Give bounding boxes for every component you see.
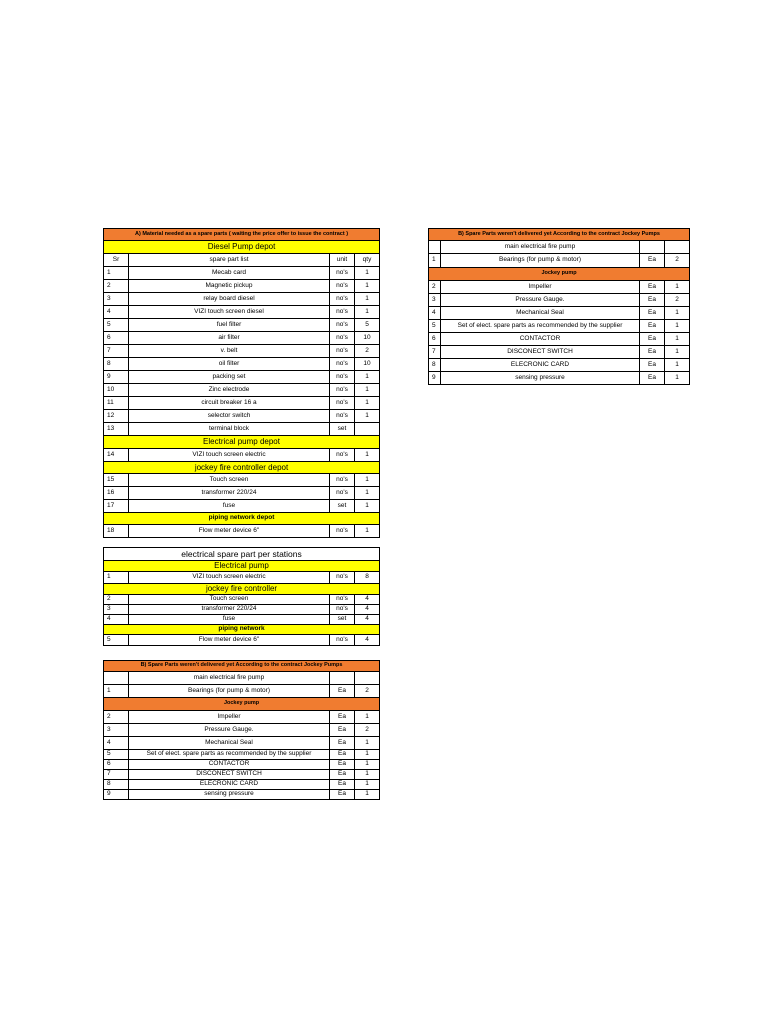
cell-qty: 1 (355, 780, 380, 790)
cell-sr: 4 (104, 615, 129, 625)
cell-sr: 15 (104, 474, 129, 487)
cell-sr: 8 (104, 780, 129, 790)
table-row (104, 397, 380, 410)
section-jockey-fire-controller: jockey fire controller (104, 584, 380, 595)
header-sr: Sr (104, 254, 129, 267)
cell-sr: 6 (429, 333, 441, 346)
cell-unit: Ea (330, 780, 355, 790)
cell-unit: set (330, 615, 355, 625)
table-row (104, 293, 380, 306)
cell-sr: 2 (429, 281, 441, 294)
cell-unit: set (330, 500, 355, 513)
cell-unit: Ea (330, 790, 355, 800)
table-row (104, 358, 380, 371)
cell-sr: 4 (429, 307, 441, 320)
cell-sr: 2 (104, 280, 129, 293)
cell-sr: 6 (104, 332, 129, 345)
cell-sr: 6 (104, 760, 129, 770)
cell-unit: no's (330, 293, 355, 306)
table-a-header-row (104, 254, 380, 267)
cell-qty: 1 (665, 281, 690, 294)
cell-sr: 11 (104, 397, 129, 410)
table-b-title: B) Spare Parts weren't delivered yet According to the contract Jockey Pumps (429, 229, 690, 241)
cell-item: VIZI touch screen diesel (129, 306, 330, 319)
table-row (104, 572, 380, 584)
cell-qty: 4 (355, 635, 380, 646)
table-row (104, 332, 380, 345)
cell-item: packing set (129, 371, 330, 384)
cell-qty (355, 423, 380, 436)
table-row (104, 267, 380, 280)
cell-qty: 1 (665, 372, 690, 385)
cell-item: air filter (129, 332, 330, 345)
cell-unit: no's (330, 319, 355, 332)
cell-unit: Ea (330, 737, 355, 750)
cell-qty: 1 (665, 359, 690, 372)
cell-qty: 1 (355, 384, 380, 397)
cell-qty: 10 (355, 358, 380, 371)
cell-sr: 13 (104, 423, 129, 436)
table-a-title: A) Material needed as a spare parts ( waiting the price offer to issue the contract ) (104, 229, 380, 241)
cell-sr: 1 (104, 267, 129, 280)
cell-sr: 4 (104, 737, 129, 750)
cell-unit: Ea (640, 254, 665, 268)
cell-unit: no's (330, 572, 355, 584)
cell-sr: 1 (104, 685, 129, 698)
cell-qty: 1 (355, 737, 380, 750)
table-row (104, 780, 380, 790)
cell-item: VIZI touch screen electric (129, 449, 330, 462)
cell-unit: no's (330, 474, 355, 487)
cell-item: CONTACTOR (441, 333, 640, 346)
table-row (104, 711, 380, 724)
cell-item: sensing pressure (441, 372, 640, 385)
cell-unit: Ea (640, 320, 665, 333)
cell-unit: no's (330, 410, 355, 423)
cell-unit: Ea (640, 359, 665, 372)
cell-unit: no's (330, 605, 355, 615)
table-row (104, 423, 380, 436)
table-row (104, 685, 380, 698)
cell-item: Flow meter device 6" (129, 525, 330, 538)
table-row (104, 487, 380, 500)
table-row (104, 306, 380, 319)
empty-cell (429, 241, 441, 254)
table-row (104, 474, 380, 487)
cell-item: Magnetic pickup (129, 280, 330, 293)
cell-unit: no's (330, 525, 355, 538)
cell-qty: 1 (355, 525, 380, 538)
cell-item: ELECRONIC CARD (441, 359, 640, 372)
spare-parts-table-a (103, 228, 380, 538)
cell-unit: no's (330, 449, 355, 462)
cell-qty: 2 (355, 724, 380, 737)
table-row (104, 790, 380, 800)
header-item: spare part list (129, 254, 330, 267)
cell-qty: 4 (355, 605, 380, 615)
cell-item: VIZI touch screen electric (129, 572, 330, 584)
cell-sr: 10 (104, 384, 129, 397)
table-row (104, 525, 380, 538)
cell-sr: 5 (104, 750, 129, 760)
cell-item: fuse (129, 615, 330, 625)
table-row (104, 371, 380, 384)
cell-unit: Ea (640, 281, 665, 294)
cell-qty: 1 (355, 410, 380, 423)
cell-qty: 2 (665, 254, 690, 268)
cell-sr: 3 (429, 294, 441, 307)
cell-qty: 1 (355, 790, 380, 800)
table-row (429, 346, 690, 359)
cell-sr: 5 (104, 635, 129, 646)
cell-sr: 9 (429, 372, 441, 385)
cell-unit: Ea (640, 294, 665, 307)
table-row (429, 281, 690, 294)
table-row (429, 294, 690, 307)
cell-unit: no's (330, 358, 355, 371)
table-row (104, 760, 380, 770)
section-electrical-pump: Electrical pump (104, 561, 380, 572)
table-row (104, 724, 380, 737)
cell-item: Touch screen (129, 474, 330, 487)
cell-unit: no's (330, 595, 355, 605)
cell-qty: 1 (665, 333, 690, 346)
empty-cell (355, 672, 380, 685)
cell-item: Flow meter device 6" (129, 635, 330, 646)
cell-qty: 2 (355, 345, 380, 358)
table-c-title: electrical spare part per stations (104, 548, 380, 561)
cell-item: Zinc electrode (129, 384, 330, 397)
cell-sr: 7 (104, 345, 129, 358)
cell-item: CONTACTOR (129, 760, 330, 770)
main-electrical-pump-label: main electrical fire pump (441, 241, 640, 254)
cell-item: Mecab card (129, 267, 330, 280)
table-row (104, 605, 380, 615)
cell-item: relay board diesel (129, 293, 330, 306)
table-row (104, 615, 380, 625)
header-qty: qty (355, 254, 380, 267)
cell-unit: no's (330, 397, 355, 410)
cell-item: v. belt (129, 345, 330, 358)
cell-unit: no's (330, 635, 355, 646)
electrical-spare-part-per-stations-table (103, 547, 380, 646)
cell-unit: no's (330, 332, 355, 345)
cell-unit: no's (330, 487, 355, 500)
cell-sr: 17 (104, 500, 129, 513)
jockey-pump-label: Jockey pump (104, 698, 380, 711)
table-row (104, 595, 380, 605)
cell-qty: 1 (665, 346, 690, 359)
table-row (104, 635, 380, 646)
cell-sr: 2 (104, 595, 129, 605)
section-diesel-pump-depot: Diesel Pump depot (104, 241, 380, 254)
cell-item: terminal block (129, 423, 330, 436)
table-row (104, 384, 380, 397)
table-row (104, 737, 380, 750)
cell-unit: no's (330, 306, 355, 319)
table-row (104, 449, 380, 462)
section-electrical-pump-depot: Electrical pump depot (104, 436, 380, 449)
cell-sr: 16 (104, 487, 129, 500)
cell-qty: 1 (355, 371, 380, 384)
cell-sr: 18 (104, 525, 129, 538)
section-piping-network: piping network (104, 625, 380, 635)
cell-qty: 1 (665, 307, 690, 320)
table-row (429, 307, 690, 320)
cell-sr: 8 (429, 359, 441, 372)
table-row (429, 372, 690, 385)
cell-unit: Ea (640, 333, 665, 346)
cell-unit: no's (330, 267, 355, 280)
cell-item: oil filter (129, 358, 330, 371)
cell-unit: Ea (330, 724, 355, 737)
cell-sr: 9 (104, 790, 129, 800)
cell-item: Set of elect. spare parts as recommended by the supplier (441, 320, 640, 333)
table-row (104, 280, 380, 293)
cell-qty: 1 (355, 449, 380, 462)
main-electrical-pump-label: main electrical fire pump (129, 672, 330, 685)
cell-qty: 1 (355, 750, 380, 760)
cell-qty: 1 (355, 760, 380, 770)
cell-sr: 3 (104, 605, 129, 615)
cell-item: sensing pressure (129, 790, 330, 800)
empty-cell (640, 241, 665, 254)
cell-item: Impeller (441, 281, 640, 294)
cell-unit: Ea (640, 372, 665, 385)
cell-sr: 5 (104, 319, 129, 332)
table-b-title: B) Spare Parts weren't delivered yet According to the contract Jockey Pumps (104, 661, 380, 672)
cell-item: Bearings (for pump & motor) (441, 254, 640, 268)
cell-item: transformer 220/24 (129, 487, 330, 500)
cell-sr: 4 (104, 306, 129, 319)
cell-unit: no's (330, 384, 355, 397)
cell-unit: Ea (640, 346, 665, 359)
table-row (104, 319, 380, 332)
cell-item: fuse (129, 500, 330, 513)
spare-parts-table-b-right (428, 228, 690, 385)
cell-qty: 2 (355, 685, 380, 698)
cell-item: Pressure Gauge. (129, 724, 330, 737)
cell-item: selector switch (129, 410, 330, 423)
cell-item: Bearings (for pump & motor) (129, 685, 330, 698)
cell-qty: 1 (355, 711, 380, 724)
cell-qty: 1 (355, 770, 380, 780)
cell-item: fuel filter (129, 319, 330, 332)
cell-qty: 2 (665, 294, 690, 307)
cell-sr: 2 (104, 711, 129, 724)
table-row (104, 750, 380, 760)
table-row (104, 410, 380, 423)
cell-unit: Ea (330, 760, 355, 770)
cell-unit: no's (330, 280, 355, 293)
cell-item: ELECRONIC CARD (129, 780, 330, 790)
cell-sr: 1 (104, 572, 129, 584)
cell-item: circuit breaker 16 a (129, 397, 330, 410)
empty-cell (665, 241, 690, 254)
cell-item: Impeller (129, 711, 330, 724)
cell-item: Touch screen (129, 595, 330, 605)
cell-qty: 1 (355, 267, 380, 280)
cell-unit: Ea (330, 770, 355, 780)
cell-item: Mechanical Seal (129, 737, 330, 750)
cell-qty: 8 (355, 572, 380, 584)
table-row (429, 359, 690, 372)
cell-qty: 1 (355, 397, 380, 410)
cell-item: Set of elect. spare parts as recommended by the supplier (129, 750, 330, 760)
cell-qty: 4 (355, 595, 380, 605)
cell-sr: 12 (104, 410, 129, 423)
cell-qty: 1 (355, 487, 380, 500)
cell-unit: no's (330, 371, 355, 384)
cell-qty: 10 (355, 332, 380, 345)
cell-unit: Ea (330, 750, 355, 760)
table-row (429, 320, 690, 333)
cell-item: transformer 220/24 (129, 605, 330, 615)
cell-sr: 9 (104, 371, 129, 384)
cell-qty: 1 (665, 320, 690, 333)
table-row (104, 345, 380, 358)
cell-sr: 7 (104, 770, 129, 780)
cell-unit: set (330, 423, 355, 436)
cell-item: DISCONECT SWITCH (129, 770, 330, 780)
cell-qty: 1 (355, 280, 380, 293)
table-row (104, 770, 380, 780)
spare-parts-table-b-bottom (103, 660, 380, 800)
section-piping-network-depot: piping network depot (104, 513, 380, 525)
cell-item: DISCONECT SWITCH (441, 346, 640, 359)
table-row (429, 333, 690, 346)
jockey-pump-label: Jockey pump (429, 268, 690, 281)
cell-unit: no's (330, 345, 355, 358)
cell-sr: 5 (429, 320, 441, 333)
empty-cell (330, 672, 355, 685)
cell-qty: 1 (355, 500, 380, 513)
cell-item: Mechanical Seal (441, 307, 640, 320)
cell-sr: 7 (429, 346, 441, 359)
header-unit: unit (330, 254, 355, 267)
cell-qty: 5 (355, 319, 380, 332)
cell-qty: 1 (355, 474, 380, 487)
cell-unit: Ea (640, 307, 665, 320)
cell-item: Pressure Gauge. (441, 294, 640, 307)
cell-sr: 3 (104, 293, 129, 306)
cell-unit: Ea (330, 685, 355, 698)
cell-unit: Ea (330, 711, 355, 724)
cell-sr: 8 (104, 358, 129, 371)
cell-sr: 3 (104, 724, 129, 737)
cell-sr: 14 (104, 449, 129, 462)
cell-qty: 1 (355, 293, 380, 306)
section-jockey-controller-depot: jockey fire controller depot (104, 462, 380, 474)
table-row (104, 500, 380, 513)
cell-qty: 1 (355, 306, 380, 319)
table-row (429, 254, 690, 268)
cell-sr: 1 (429, 254, 441, 268)
cell-qty: 4 (355, 615, 380, 625)
empty-cell (104, 672, 129, 685)
